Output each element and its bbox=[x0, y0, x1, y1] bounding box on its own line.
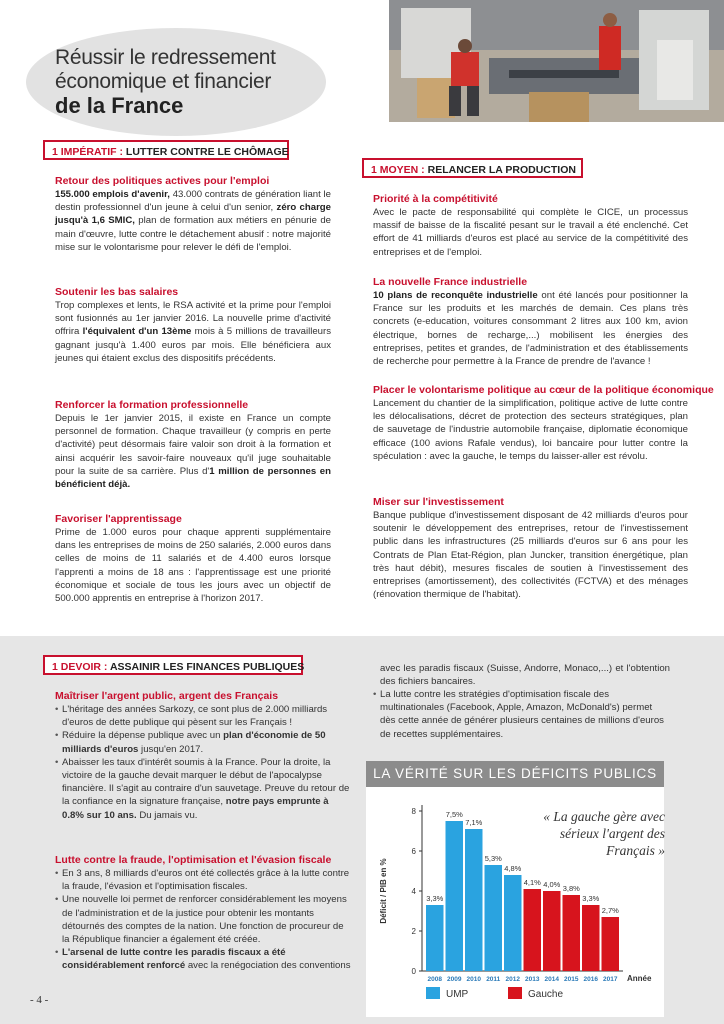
heading-maitriser-argent: Maîtriser l'argent public, argent des Français bbox=[55, 690, 279, 702]
heading-bas-salaires: Soutenir les bas salaires bbox=[55, 286, 179, 298]
x-tick-label: 2015 bbox=[564, 976, 579, 983]
page-title-line-3: de la France bbox=[55, 93, 184, 118]
tag-text: RELANCER LA PRODUCTION bbox=[427, 164, 576, 176]
bar bbox=[602, 917, 620, 971]
bar bbox=[485, 865, 503, 971]
bar bbox=[543, 891, 561, 971]
data-label: 7,1% bbox=[465, 818, 483, 827]
heading-investissement: Miser sur l'investissement bbox=[373, 496, 504, 508]
heading-volontarisme: Placer le volontarisme politique au cœur de la politique économique bbox=[373, 384, 714, 396]
page-number: - 4 - bbox=[30, 994, 49, 1006]
list-item: • En 3 ans, 8 milliards d'euros ont été collectés grâce à la lutte contre la fraude, l'évasion et l'optimisation fiscales. bbox=[55, 867, 353, 893]
tag-number: 1 MOYEN : bbox=[371, 164, 425, 176]
x-axis-label: Année bbox=[627, 974, 652, 983]
heading-lutte-fraude: Lutte contre la fraude, l'optimisation et l'évasion fiscale bbox=[55, 854, 332, 866]
tag-text: LUTTER CONTRE LE CHÔMAGE bbox=[125, 146, 289, 158]
tag-text: ASSAINIR LES FINANCES PUBLIQUES bbox=[109, 661, 305, 673]
heading-apprentissage: Favoriser l'apprentissage bbox=[55, 513, 182, 525]
deficit-chart bbox=[366, 761, 664, 1017]
paragraph-bas-salaires: Trop complexes et lents, le RSA activité et la prime pour l'emploi sont fusionnés au 1er janvier 2016. La nouvelle prime d'activité offrira l'équivalent d'un 13ème mois à 5 millions de travailleurs gagnant jusqu'à 1.400 euros par mois. Elle bénéficiera aux jeunes qui étaient exclus des dispositifs précédents. bbox=[55, 300, 332, 364]
data-label: 3,3% bbox=[582, 894, 600, 903]
x-tick-label: 2011 bbox=[486, 976, 501, 983]
list-multinationales bbox=[373, 688, 670, 741]
legend-label: UMP bbox=[446, 989, 469, 1000]
data-label: 4,8% bbox=[504, 864, 522, 873]
heading-competitivite: Priorité à la compétitivité bbox=[373, 193, 498, 205]
bar bbox=[446, 821, 464, 971]
paragraph-competitivite: Avec le pacte de responsabilité qui complète le CICE, un processus massif de baisse de la fiscalité pesant sur le travail a été enclenché. Cet effort de 41 milliards d'euros est placé au service de la compétitivité des entreprises et de l'emploi. bbox=[373, 207, 688, 258]
bar bbox=[504, 875, 522, 971]
y-tick-label: 8 bbox=[411, 807, 416, 816]
list-lutte-fraude bbox=[55, 867, 353, 973]
bar bbox=[426, 905, 444, 971]
x-tick-label: 2016 bbox=[583, 976, 598, 983]
x-tick-label: 2017 bbox=[603, 976, 618, 983]
data-label: 4,1% bbox=[523, 878, 541, 887]
x-tick-label: 2012 bbox=[505, 976, 520, 983]
paragraph-investissement: Banque publique d'investissement disposant de 42 milliards d'euros pour soutenir le développement des entreprises, retour de l'investissement public dans les infrastructures (25 milliards d'euros sur 6 ans pour les Contrats de Plan Etat-Région, plan Juncker, transition énergétique, plan très haut débit), mesures fiscales de soutien à l'investissement des entreprises (amortissement), des collectivités (FCTVA) et des ménages (rénovation thermique de l'habitat). bbox=[373, 510, 688, 601]
x-tick-label: 2010 bbox=[466, 976, 481, 983]
paragraph-france-industrielle: 10 plans de reconquête industrielle ont été lancés pour positionner la France sur les produits et les marchés de demain. Ces plans très concrets (e-education, voitures consommant 2 litres aux 100 km, avion électrique, bornes de recharge,...) mobilisent les énergies des entreprises, petites et grandes, de l'administration et des établissements de recherche pour permettre à la France de prendre de l'avance ! bbox=[373, 290, 688, 368]
x-tick-label: 2008 bbox=[427, 976, 442, 983]
chart-title: LA VÉRITÉ SUR LES DÉFICITS PUBLICS bbox=[366, 761, 664, 787]
list-item: • Réduire la dépense publique avec un plan d'économie de 50 milliards d'euros jusqu'en 2017. bbox=[55, 729, 353, 755]
data-label: 4,0% bbox=[543, 880, 561, 889]
y-tick-label: 2 bbox=[411, 927, 416, 936]
section-tag-imperatif bbox=[43, 140, 289, 160]
legend-swatch bbox=[426, 987, 440, 999]
list-item: • Une nouvelle loi permet de renforcer considérablement les moyens de l'administration et de la justice pour obtenir les montants détournés des comptes de la nation. Une fonction de procureur de la République financier a également été créée. bbox=[55, 893, 353, 946]
heading-politiques-actives: Retour des politiques actives pour l'emploi bbox=[55, 175, 270, 187]
section-tag-moyen bbox=[362, 158, 583, 178]
x-tick-label: 2013 bbox=[525, 976, 540, 983]
list-item: • Abaisser les taux d'intérêt soumis à la France. Pour la droite, la victoire de la gauche devait marquer le début de l'apocalypse financière. Il s'agit au contraire d'un sauvetage. Preuve du retour de la confiance en la signature française, notre pays emprunte à 0.8% sur 10 ans. Du jamais vu. bbox=[55, 756, 353, 822]
bar bbox=[524, 889, 542, 971]
data-label: 2,7% bbox=[601, 906, 619, 915]
y-tick-label: 4 bbox=[411, 887, 416, 896]
paragraph-apprentissage: Prime de 1.000 euros pour chaque apprenti supplémentaire dans les entreprises de moins de 250 salariés, 2.000 euros dans celles de moins de 11 salariés et de 4.400 euros lorsque l'apprenti a moins de 18 ans : l'apprentissage est une priorité économique et sociale de tous les jours avec un objectif de 500.000 apprentis en entreprise à l'horizon 2017. bbox=[55, 527, 331, 605]
paragraph-paradis-fiscaux-cont: avec les paradis fiscaux (Suisse, Andorre, Monaco,...) et l'obtention des fichiers bancaires. bbox=[380, 663, 670, 688]
list-item: • L'arsenal de lutte contre les paradis fiscaux a été considérablement renforcé avec la renégociation des conventions bbox=[55, 946, 353, 972]
heading-france-industrielle: La nouvelle France industrielle bbox=[373, 276, 528, 288]
bar bbox=[465, 829, 483, 971]
chart-canvas bbox=[366, 761, 664, 1017]
page-title-line-1: Réussir le redressement bbox=[55, 46, 276, 69]
bar bbox=[582, 905, 600, 971]
section-tag-devoir bbox=[43, 655, 303, 675]
data-label: 3,3% bbox=[426, 894, 444, 903]
y-axis-label: Déficit / PIB en % bbox=[379, 858, 388, 924]
bar bbox=[563, 895, 581, 971]
data-label: 7,5% bbox=[445, 810, 463, 819]
heading-formation: Renforcer la formation professionnelle bbox=[55, 399, 249, 411]
x-tick-label: 2009 bbox=[447, 976, 462, 983]
paragraph-formation: Depuis le 1er janvier 2015, il existe en France un compte personnel de formation. Chaque travailleur (y compris en perte d'activité) peut désormais faire valoir son droit à la formation et ainsi acquérir les savoir-faire nouveaux qu'il juge souhaitable pour la suite de sa carrière. Plus d'1 million de personnes en bénéficient déjà. bbox=[55, 413, 331, 491]
data-label: 3,8% bbox=[562, 884, 580, 893]
paragraph-volontarisme: Lancement du chantier de la simplification, politique active de lutte contre les délocalisations, décret de protection des secteurs stratégiques, plan de sauvetage de l'industrie automobile française, diplomatie économique efficace (100 avions Rafale vendus), loi bancaire pour lutter contre la spéculation : avec la gauche, le temps du laisser-aller est révolu. bbox=[373, 398, 688, 462]
legend-label: Gauche bbox=[528, 989, 564, 1000]
paragraph-politiques-actives: 155.000 emplois d'avenir, 43.000 contrats de génération liant le destin professionnel d'un jeune à celui d'un senior, zéro charge jusqu'à 1,6 SMIC, plan de formation aux métiers en pénurie de main d'œuvre, lutte contre le détachement abusif : notre majorité mise sur le volontarisme pour relever le défi de l'emploi. bbox=[55, 189, 331, 253]
data-label: 5,3% bbox=[484, 854, 502, 863]
y-tick-label: 0 bbox=[411, 967, 416, 976]
list-item: • La lutte contre les stratégies d'optimisation fiscale des multinationales (Facebook, Apple, Amazon, McDonald's) permet dès cette année de générer plusieurs centaines de millions d'euros de recettes supplémentaires. bbox=[373, 688, 670, 741]
tag-number: 1 DEVOIR : bbox=[52, 661, 108, 673]
quote: « La gauche gère avec sérieux l'argent des Français » bbox=[543, 809, 665, 858]
y-tick-label: 6 bbox=[411, 847, 416, 856]
tag-number: 1 IMPÉRATIF : bbox=[52, 146, 123, 158]
list-maitriser-argent bbox=[55, 703, 353, 822]
list-item: • L'héritage des années Sarkozy, ce sont plus de 2.000 milliards d'euros de dette publique qui pèsent sur les Français ! bbox=[55, 703, 353, 729]
page-title-line-2: économique et financier bbox=[55, 70, 272, 93]
x-tick-label: 2014 bbox=[544, 976, 559, 983]
legend-swatch bbox=[508, 987, 522, 999]
factory-photo bbox=[389, 0, 724, 122]
